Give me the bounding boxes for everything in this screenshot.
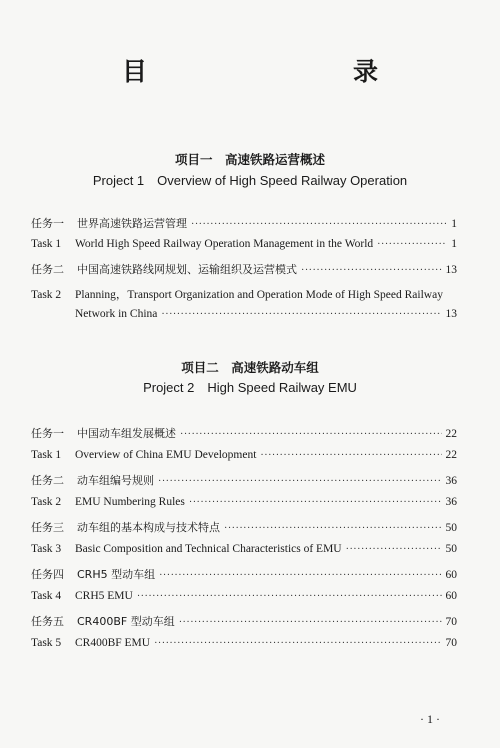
dot-leader xyxy=(260,450,441,461)
task-title: 世界高速铁路运营管理 xyxy=(77,217,187,230)
dot-leader xyxy=(180,429,442,440)
task-label: 任务二 xyxy=(31,263,64,276)
toc-entry[interactable] xyxy=(31,613,457,631)
task-label: Task 2 xyxy=(31,496,62,508)
page-number: 70 xyxy=(445,637,457,649)
task-label: Task 1 xyxy=(31,238,62,250)
task-label: 任务二 xyxy=(31,474,64,487)
page-number: 1 xyxy=(451,218,457,230)
dot-leader xyxy=(179,617,442,628)
dot-leader xyxy=(191,219,447,230)
task-title: CR400BF EMU xyxy=(75,637,151,649)
task-label: 任务一 xyxy=(31,427,64,440)
task-label: Task 2 xyxy=(31,289,62,301)
page-number: 36 xyxy=(445,475,457,487)
dot-leader xyxy=(158,476,442,487)
task-title: Planning，Transport Organization and Operation Mode of High Speed Railway xyxy=(75,289,443,301)
task-label: Task 3 xyxy=(31,543,62,555)
task-label: 任务四 xyxy=(31,568,64,581)
page-number: 13 xyxy=(445,264,457,276)
project-1-heading-cn: 项目一 高速铁路运营概述 xyxy=(174,152,325,167)
dot-leader xyxy=(159,570,441,581)
toc-entry[interactable] xyxy=(31,543,457,561)
task-title: 中国动车组发展概述 xyxy=(77,427,176,440)
toc-entry[interactable] xyxy=(31,425,457,443)
page-number: 1 xyxy=(451,238,457,250)
dot-leader xyxy=(189,497,442,508)
dot-leader xyxy=(224,523,442,534)
toc-entry[interactable] xyxy=(31,472,457,490)
page-number: 70 xyxy=(445,616,457,628)
task-title: CR400BF 型动车组 xyxy=(77,615,175,628)
dot-leader xyxy=(301,265,442,276)
task-label: Task 5 xyxy=(31,637,62,649)
task-title: EMU Numbering Rules xyxy=(75,496,185,508)
project-1-heading-en: Project 1 Overview of High Speed Railway Operation xyxy=(92,173,408,188)
toc-entry[interactable] xyxy=(31,496,457,514)
dot-leader xyxy=(377,239,447,250)
page-number: 50 xyxy=(445,543,457,555)
page-number: 60 xyxy=(445,590,457,602)
toc-entry[interactable] xyxy=(31,449,457,467)
task-title: Basic Composition and Technical Characteristics of EMU xyxy=(75,543,342,555)
page-number: 60 xyxy=(445,569,457,581)
task-label: 任务五 xyxy=(31,615,64,628)
page-folio: · 1 · xyxy=(420,712,440,726)
project-2-heading-cn: 项目二 高速铁路动车组 xyxy=(181,360,319,375)
task-title: World High Speed Railway Operation Management in the World xyxy=(75,238,374,250)
page-number: 22 xyxy=(445,428,457,440)
task-label: 任务三 xyxy=(31,521,64,534)
page-number: 22 xyxy=(445,449,457,461)
toc-entry[interactable] xyxy=(31,261,457,279)
dot-leader xyxy=(346,544,442,555)
project-2-heading-en: Project 2 High Speed Railway EMU xyxy=(143,380,357,395)
toc-entry[interactable] xyxy=(31,238,457,256)
task-title: 中国高速铁路线网规划、运输组织及运营模式 xyxy=(77,263,297,276)
task-title: 动车组编号规则 xyxy=(77,474,154,487)
toc-entry-continuation[interactable] xyxy=(31,308,457,326)
page-number: 36 xyxy=(445,496,457,508)
page-number: 50 xyxy=(445,522,457,534)
page-number: 13 xyxy=(445,308,457,320)
toc-entry[interactable] xyxy=(31,519,457,537)
toc-entry[interactable] xyxy=(31,637,457,655)
task-label: Task 1 xyxy=(31,449,62,461)
dot-leader xyxy=(154,638,441,649)
task-title: 动车组的基本构成与技术特点 xyxy=(77,521,220,534)
dot-leader xyxy=(161,309,441,320)
task-label: Task 4 xyxy=(31,590,62,602)
page-title: 目 录 xyxy=(121,57,430,86)
toc-entry-first-line[interactable] xyxy=(31,286,443,302)
task-label: 任务一 xyxy=(31,217,64,230)
task-title-continuation: Network in China xyxy=(75,308,158,320)
dot-leader xyxy=(137,591,442,602)
task-title: CRH5 EMU xyxy=(75,590,133,602)
task-title: Overview of China EMU Development xyxy=(75,449,257,461)
toc-entry[interactable] xyxy=(31,215,457,233)
task-title: CRH5 型动车组 xyxy=(77,568,156,581)
toc-entry[interactable] xyxy=(31,590,457,608)
toc-entry[interactable] xyxy=(31,566,457,584)
